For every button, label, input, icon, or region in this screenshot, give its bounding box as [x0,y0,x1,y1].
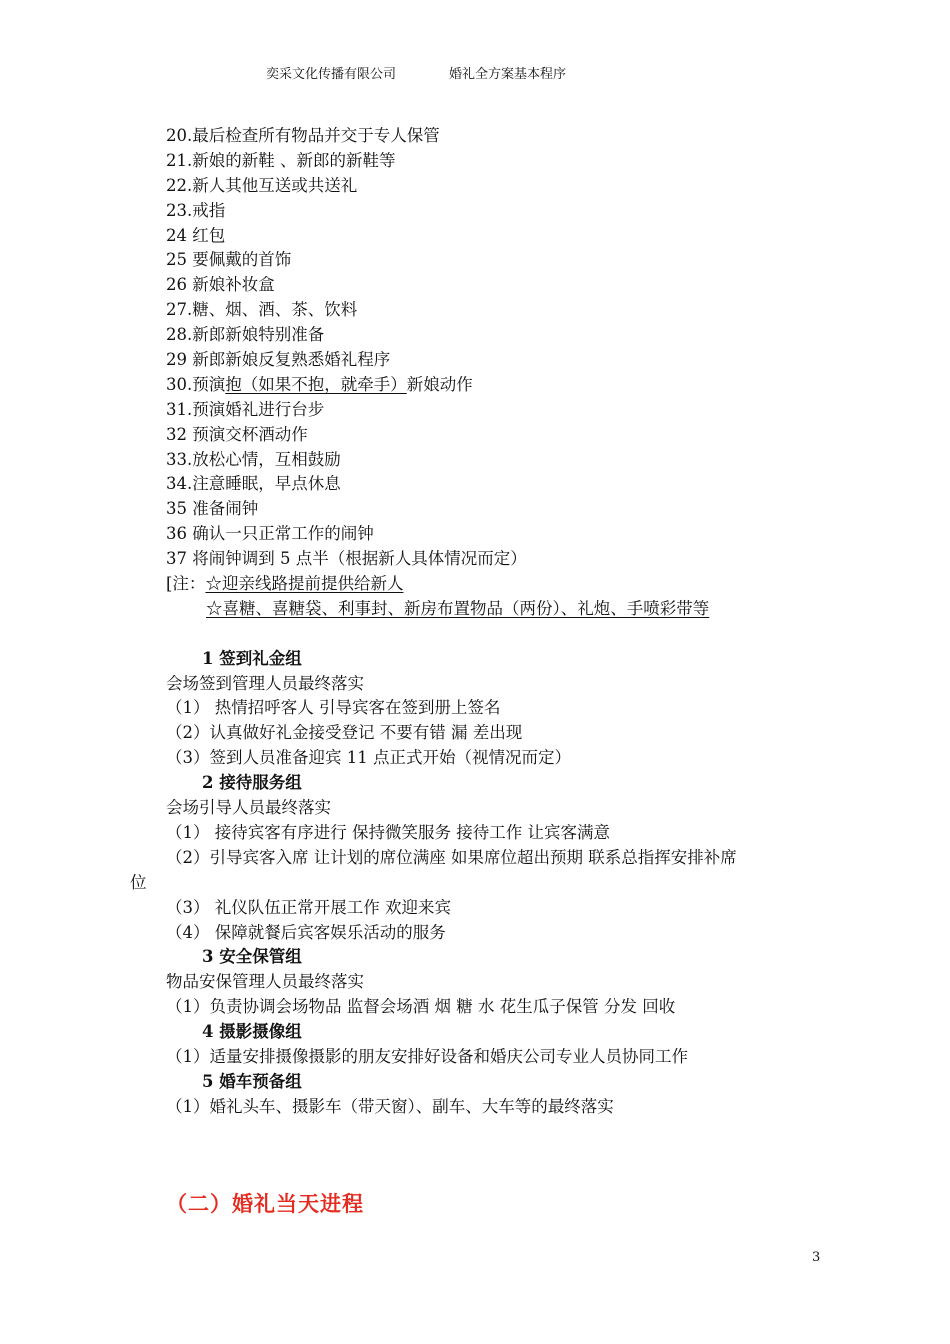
checklist-item: 24 红包 [166,225,226,245]
group-heading: 3 安全保管组 [202,947,302,967]
checklist-item: 23.戒指 [166,200,226,220]
group-item: （1）适量安排摄像摄影的朋友安排好设备和婚庆公司专业人员协同工作 [166,1046,688,1066]
group-heading: 4 摄影摄像组 [202,1022,302,1042]
checklist-item: 34.注意睡眠，早点休息 [166,474,341,494]
group-heading: 2 接待服务组 [202,773,302,793]
group-summary: 物品安保管理人员最终落实 [166,972,364,992]
header-title: 婚礼全方案基本程序 [449,67,567,82]
note-line-2 [166,597,846,622]
checklist-item: 27.糖、烟、酒、茶、饮料 [166,300,358,320]
group-heading: 1 签到礼金组 [202,648,302,668]
note-prefix: [注： [166,574,206,594]
group-item: （1）负责协调会场物品 监督会场酒 烟 糖 水 花生瓜子保管 分发 回收 [166,997,676,1017]
checklist-item: 36 确认一只正常工作的闹钟 [166,524,374,544]
group-item: （3） 礼仪队伍正常开展工作 欢迎来宾 [166,897,451,917]
checklist-item: 28.新郎新娘特别准备 [166,325,325,345]
checklist-item: 35 准备闹钟 [166,499,259,519]
checklist-item: 32 预演交杯酒动作 [166,424,308,444]
main-content [130,124,846,1120]
item30-underlined: 抱（如果不抱，就牵手） [225,374,407,394]
checklist-item-30 [166,373,846,398]
item30-before: 30.预演 [166,374,226,394]
checklist-item: 26 新娘补妆盒 [166,275,275,295]
group-item: （4） 保障就餐后宾客娱乐活动的服务 [166,922,446,942]
note-text-1: ☆迎亲线路提前提供给新人 [205,574,404,594]
group-heading: 5 婚车预备组 [202,1071,302,1091]
note-line-1 [166,572,846,597]
header-company: 奕采文化传播有限公司 [266,67,397,82]
section-heading: （二）婚礼当天进程 [166,1192,364,1216]
checklist-item: 31.预演婚礼进行台步 [166,399,325,419]
checklist-item: 25 要佩戴的首饰 [166,250,292,270]
checklist-item: 33.放松心情，互相鼓励 [166,449,341,469]
checklist-item: 37 将闹钟调到 5 点半（根据新人具体情况而定） [166,549,527,569]
checklist-item: 21.新娘的新鞋 、新郎的新鞋等 [166,150,396,170]
group-item: （2）引导宾客入席 让计划的席位满座 如果席位超出预期 联系总指挥安排补席 [166,847,737,867]
group-item: （1）婚礼头车、摄影车（带天窗）、副车、大车等的最终落实 [166,1096,614,1116]
group-item: （3）签到人员准备迎宾 11 点正式开始（视情况而定） [166,748,571,768]
note-text-2: ☆喜糖、喜糖袋、利事封、新房布置物品（两份）、礼炮、手喷彩带等 [206,598,710,618]
group-item: （2）认真做好礼金接受登记 不要有错 漏 差出现 [166,723,523,743]
item30-after: 新娘动作 [406,374,473,394]
checklist-item: 20.最后检查所有物品并交于专人保管 [166,126,440,145]
spacer [166,622,846,647]
checklist-item: 29 新郎新娘反复熟悉婚礼程序 [166,350,391,370]
checklist-item: 22.新人其他互送或共送礼 [166,175,358,195]
group-summary: 会场签到管理人员最终落实 [166,673,364,693]
page-number: 3 [812,1250,821,1265]
group-summary: 会场引导人员最终落实 [166,798,331,818]
group-item: （1） 接待宾客有序进行 保持微笑服务 接待工作 让宾客满意 [166,822,610,842]
group-item-continuation: 位 [130,872,147,892]
group-item: （1） 热情招呼客人 引导宾客在签到册上签名 [166,698,501,718]
